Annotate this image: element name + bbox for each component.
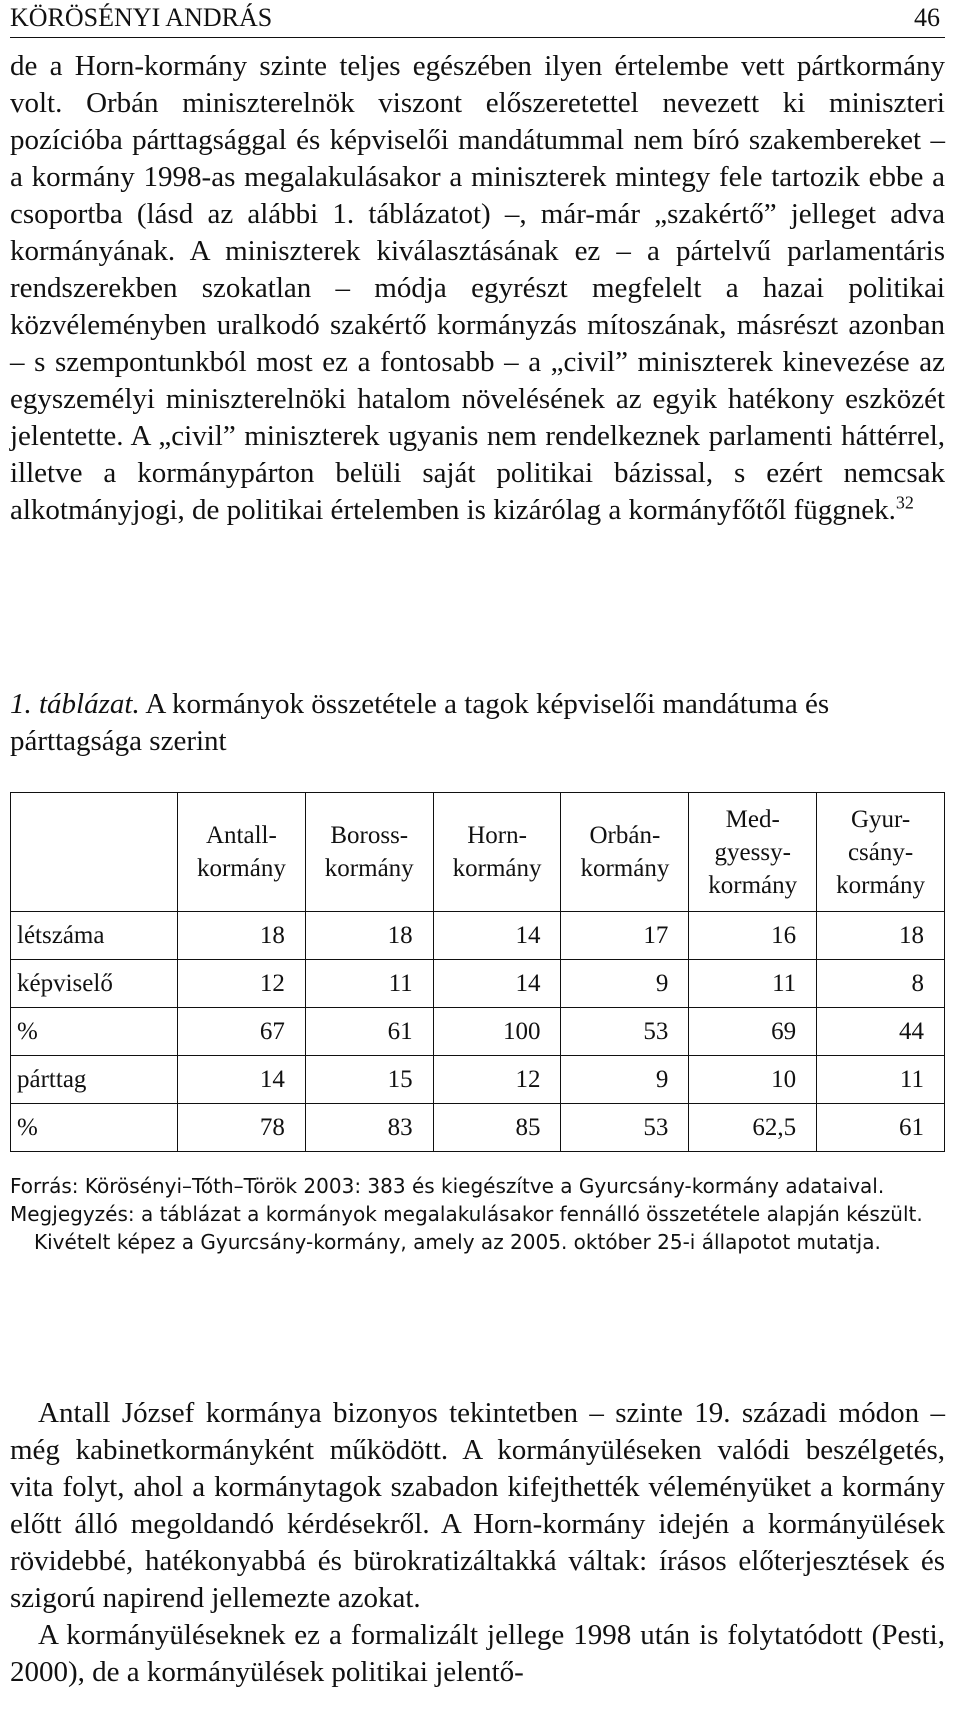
table-cell: 18 <box>305 912 433 960</box>
column-header-line: gyessy- <box>714 838 791 866</box>
column-header-line: Orbán- <box>589 822 661 849</box>
running-head-author: KÖRÖSÉNYI ANDRÁS <box>10 3 273 32</box>
table-row <box>11 1104 945 1152</box>
row-label: % <box>11 1104 178 1152</box>
table-row <box>11 1008 945 1056</box>
row-label: % <box>11 1008 178 1056</box>
table-cell: 12 <box>433 1056 561 1104</box>
column-header-line: Horn- <box>467 822 527 849</box>
table-cell: 61 <box>305 1008 433 1056</box>
column-header-line: Med- <box>725 805 780 833</box>
table-cell: 69 <box>689 1008 817 1056</box>
table-caption-label: 1. táblázat. <box>10 688 140 720</box>
column-header-3 <box>561 793 689 912</box>
paragraph-1-text: de a Horn-kormány szinte teljes egészében ilyen értelembe vett pártkormány volt. Orbán miniszterelnök viszont előszeretettel nevezett ki miniszteri pozícióba párttagsággal és képviselői mandátummal nem bíró szakembereket – a kormány 1998-as megalakulásakor a miniszterek mintegy fele tartozik ebbe a csoportba (lásd az alábbi 1. táblázatot) –, már-már „szakértő” jelleget adva kormányának. A miniszterek kiválasztásának ez – a pártelvű parlamentáris rendszerekben szokatlan – módja egyrészt megfelelt a hazai politikai közvéleményben uralkodó szakértő kormányzás mítoszának, másrészt azonban – s szempontunkból most ez a fontosabb – a „civil” miniszterek kinevezése az egyszemélyi miniszterelnöki hatalom növelésének az egyik hatékony eszközét jelentette. A „civil” miniszterek ugyanis nem rendelkeznek parlamenti háttérrel, illetve a kormánypárton belüli saját politikai bázissal, s ezért nemcsak alkotmányjogi, de politikai értelemben is kizárólag a kormányfőtől függnek. <box>10 50 945 526</box>
column-header-line: Gyur- <box>850 805 911 833</box>
paragraph-2-text: Antall József kormánya bizonyos tekintetben – szinte 19. századi módon – még kabinetkormányként működött. A kormányüléseken valódi beszélgetés, vita folyt, ahol a kormánytagok szabadon kifejthették véleményüket a kormány előtt álló megoldandó kérdésekről. A Horn-kormány idején a kormányülések rövidebbé, hatékonyabbá és bürokratizáltakká váltak: írásos előterjesztések és szigorú napirend jellemezte azokat. <box>10 1397 945 1614</box>
table-cell: 14 <box>433 912 561 960</box>
table-cell: 78 <box>178 1104 306 1152</box>
body-paragraph-3 <box>10 1617 945 1691</box>
row-label: létszáma <box>11 912 178 960</box>
table-cell: 67 <box>178 1008 306 1056</box>
source-note: Forrás: Körösényi–Tóth–Török 2003: 383 és kiegészítve a Gyurcsány-kormány adataival. <box>10 1174 885 1198</box>
table-cell: 16 <box>689 912 817 960</box>
table-cell: 18 <box>178 912 306 960</box>
table-cell: 15 <box>305 1056 433 1104</box>
column-header-5 <box>817 793 945 912</box>
paragraph-3-text: A kormányüléseknek ez a formalizált jellege 1998 után is folytatódott (Pesti, 2000), de a kormányülések politikai jelentő- <box>10 1619 945 1688</box>
table-cell: 44 <box>817 1008 945 1056</box>
table-cell: 11 <box>817 1056 945 1104</box>
body-continuation <box>10 1395 945 1691</box>
table-cell: 14 <box>178 1056 306 1104</box>
column-header-1 <box>305 793 433 912</box>
row-label: párttag <box>11 1056 178 1104</box>
table-corner-cell <box>11 793 178 912</box>
body-paragraph-2 <box>10 1395 945 1617</box>
column-header-line: kormány <box>196 855 286 882</box>
page-number: 46 <box>914 3 940 32</box>
table-cell: 12 <box>178 960 306 1008</box>
table-cell: 17 <box>561 912 689 960</box>
government-composition-table <box>10 792 945 1152</box>
column-header-line: kormány <box>452 855 542 882</box>
table-header-row <box>11 793 945 912</box>
table-cell: 85 <box>433 1104 561 1152</box>
column-header-line: kormány <box>708 871 798 899</box>
table-cell: 11 <box>305 960 433 1008</box>
table-cell: 11 <box>689 960 817 1008</box>
table-cell: 100 <box>433 1008 561 1056</box>
column-header-2 <box>433 793 561 912</box>
table-cell: 10 <box>689 1056 817 1104</box>
footnote-reference: 32 <box>895 492 914 513</box>
table-notes <box>10 1172 945 1256</box>
column-header-4 <box>689 793 817 912</box>
table-caption <box>10 686 940 760</box>
column-header-line: kormány <box>324 855 414 882</box>
table-row <box>11 960 945 1008</box>
table-cell: 53 <box>561 1104 689 1152</box>
table-cell: 14 <box>433 960 561 1008</box>
table-cell: 62,5 <box>689 1104 817 1152</box>
column-header-line: kormány <box>836 871 925 899</box>
running-head <box>10 2 940 34</box>
column-header-line: csány- <box>847 838 914 866</box>
column-header-line: kormány <box>580 855 670 882</box>
table-cell: 61 <box>817 1104 945 1152</box>
table-cell: 9 <box>561 960 689 1008</box>
table-row <box>11 1056 945 1104</box>
body-paragraph-1 <box>10 48 945 529</box>
table-caption-text: A kormányok összetétele a tagok képviselői mandátuma és párttagsága szerint <box>10 688 830 757</box>
table-row <box>11 912 945 960</box>
table-cell: 18 <box>817 912 945 960</box>
column-header-0 <box>178 793 306 912</box>
table-cell: 53 <box>561 1008 689 1056</box>
header-rule <box>10 37 945 38</box>
table-cell: 9 <box>561 1056 689 1104</box>
row-label: képviselő <box>11 960 178 1008</box>
column-header-line: Antall- <box>206 822 277 849</box>
table-cell: 83 <box>305 1104 433 1152</box>
table-body <box>11 912 945 1152</box>
remark-note: Megjegyzés: a táblázat a kormányok megalakulásakor fennálló összetétele alapján készült. Kivételt képez a Gyurcsány-kormány, amely az 2005. október 25-i állapotot mutatja. <box>10 1202 923 1254</box>
table-cell: 8 <box>817 960 945 1008</box>
column-header-line: Boross- <box>330 822 409 849</box>
